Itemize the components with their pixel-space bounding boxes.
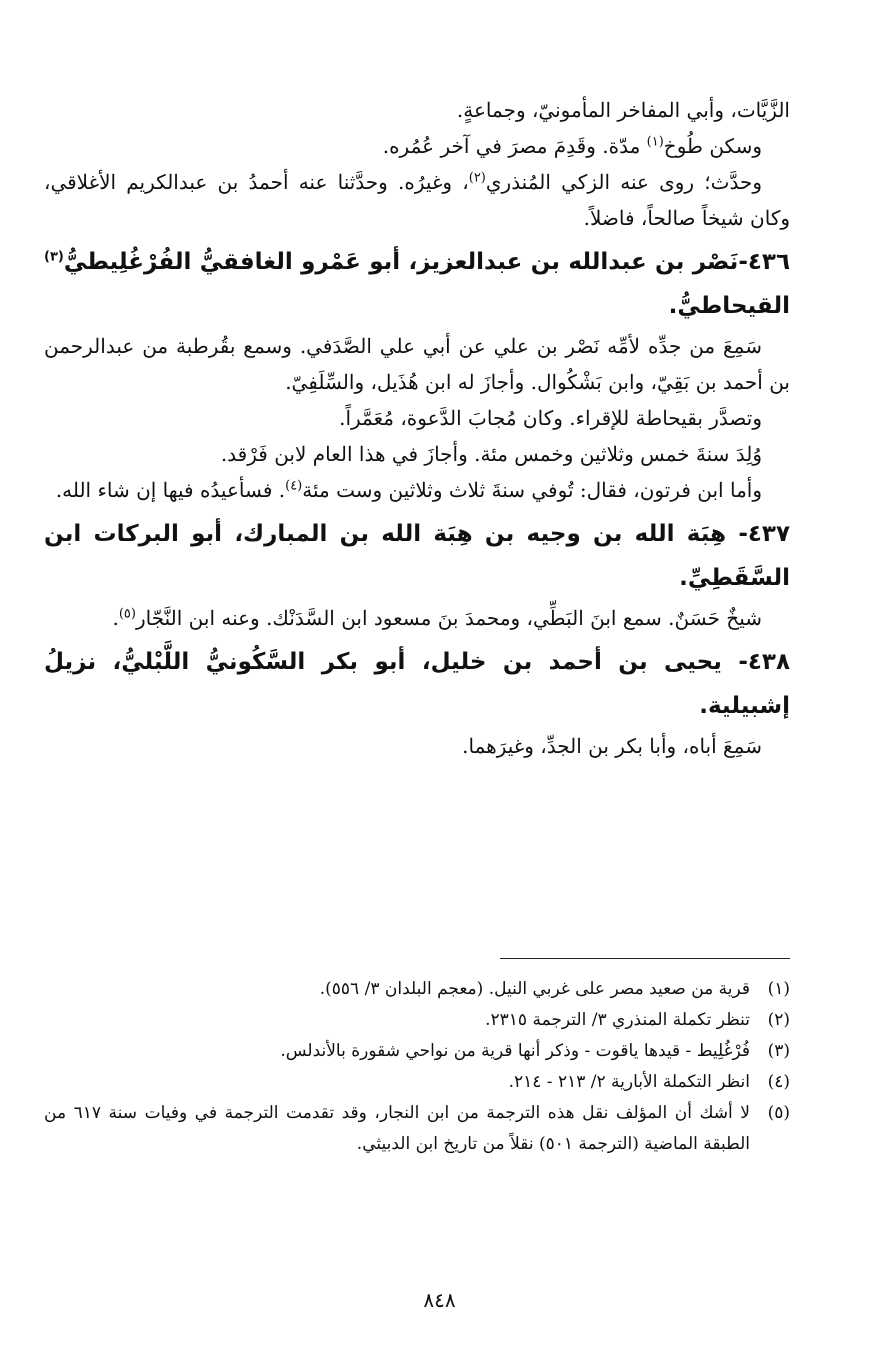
footnote-ref[interactable]: (٤) bbox=[285, 478, 303, 494]
main-text bbox=[44, 92, 790, 764]
paragraph: الزَّيَّات، وأبي المفاخر المأمونيّ، وجماعةٍ. bbox=[456, 98, 790, 122]
paragraph: شيخٌ حَسَنٌ. سمع ابنَ البَطِّي، ومحمدَ بنَ مسعود ابن السَّدَنْك. وعنه ابن النَّجّار$^{(٥)}$. bbox=[112, 606, 762, 630]
paragraph: وتصدَّر بقيحاطة للإقراء. وكان مُجابَ الدَّعوة، مُعَمَّراً. bbox=[339, 406, 762, 430]
footnote-mark: (٤) bbox=[767, 1072, 790, 1092]
entry-heading-437 bbox=[44, 512, 790, 600]
entry-title: نَصْر بن عبدالله بن عبدالعزيز، أبو عَمْرو الغافقيُّ الفُرْغُلِيطيُّ bbox=[63, 249, 739, 275]
footnote-text: انظر التكملة الأبارية ٢/ ٢١٣ - ٢١٤. bbox=[508, 1072, 750, 1092]
footnote-text: لا أشك أن المؤلف نقل هذه الترجمة من ابن النجار، وقد تقدمت الترجمة في وفيات سنة ٦١٧ من الطبقة الماضية (الترجمة ٥٠١) نقلاً من تاريخ ابن الدبيثي. bbox=[44, 1103, 750, 1154]
paragraph: وسكن طُوخ$^{(١)}$ مدّة. وقَدِمَ مصرَ في آخر عُمُره. bbox=[382, 134, 762, 158]
entry-heading-438 bbox=[44, 640, 790, 728]
paragraph: وأما ابن فرتون، فقال: تُوفي سنةَ ثلاث وثلاثين وست مئة$^{(٤)}$. فسأعيدُه فيها إن شاء الله. bbox=[55, 478, 762, 502]
footnote-mark: (٥) bbox=[767, 1103, 790, 1123]
footnote-mark: (٢) bbox=[767, 1010, 790, 1030]
paragraph: وحدَّث؛ روى عنه الزكي المُنذري$^{(٢)}$، وغيرُه. وحدَّثنا عنه أحمدُ بن عبدالكريم الأغلاقي، وكان شيخاً صالحاً، فاضلاً. bbox=[44, 170, 790, 230]
footnote-mark: (٣) bbox=[767, 1041, 790, 1061]
footnote-ref[interactable]: (٣) bbox=[44, 249, 64, 265]
footnote-text: تنظر تكملة المنذري ٣/ الترجمة ٢٣١٥. bbox=[485, 1010, 750, 1030]
entry-number: ٤٣٨- bbox=[738, 649, 790, 675]
footnote-ref[interactable]: (٥) bbox=[118, 606, 136, 622]
footnote-ref[interactable]: (٢) bbox=[468, 170, 486, 186]
paragraph: سَمِعَ أباه، وأبا بكر بن الجدِّ، وغيرَهما. bbox=[462, 734, 762, 758]
entry-title: يحيى بن أحمد بن خليل، أبو بكر السَّكُونيُّ اللَّبْليُّ، نزيلُ إشبيلية. bbox=[44, 649, 790, 719]
footnote-text: قرية من صعيد مصر على غربي النيل. (معجم البلدان ٣/ ٥٥٦). bbox=[319, 979, 750, 999]
entry-number: ٤٣٦- bbox=[738, 249, 790, 275]
footnote-text: فُرْغُلِيط - قيدها ياقوت - وذكر أنها قرية من نواحي شقورة بالأندلس. bbox=[280, 1041, 750, 1061]
entry-heading-436 bbox=[44, 240, 790, 328]
page-number: ٨٤٨ bbox=[423, 1288, 456, 1312]
footnote-divider bbox=[500, 958, 790, 959]
footnote bbox=[44, 1005, 790, 1036]
paragraph: سَمِعَ من جدِّه لأمِّه نَصْر بن علي عن أبي علي الصَّدَفي. وسمع بقُرطبة من عبدالرحمن بن أحمد بن بَقِيّ، وابن بَشْكُوال. وأجازَ له ابن هُذَيل، والسِّلَفِيّ. bbox=[44, 334, 790, 394]
footnote-mark: (١) bbox=[767, 979, 790, 999]
footnote bbox=[44, 1098, 790, 1160]
footnote bbox=[44, 974, 790, 1005]
footnote bbox=[44, 1036, 790, 1067]
entry-title: هِبَة الله بن وجيه بن هِبَة الله بن المبارك، أبو البركات ابن السَّقَطِيِّ. bbox=[44, 521, 790, 591]
entry-number: ٤٣٧- bbox=[738, 521, 790, 547]
footnote-ref[interactable]: (١) bbox=[646, 134, 664, 150]
entry-title-continued: القيحاطيُّ. bbox=[668, 293, 790, 319]
footnotes bbox=[44, 974, 790, 1160]
paragraph: وُلِدَ سنةَ خمس وثلاثين وخمس مئة. وأجازَ في هذا العام لابن فَرْقد. bbox=[220, 442, 762, 466]
footnote bbox=[44, 1067, 790, 1098]
